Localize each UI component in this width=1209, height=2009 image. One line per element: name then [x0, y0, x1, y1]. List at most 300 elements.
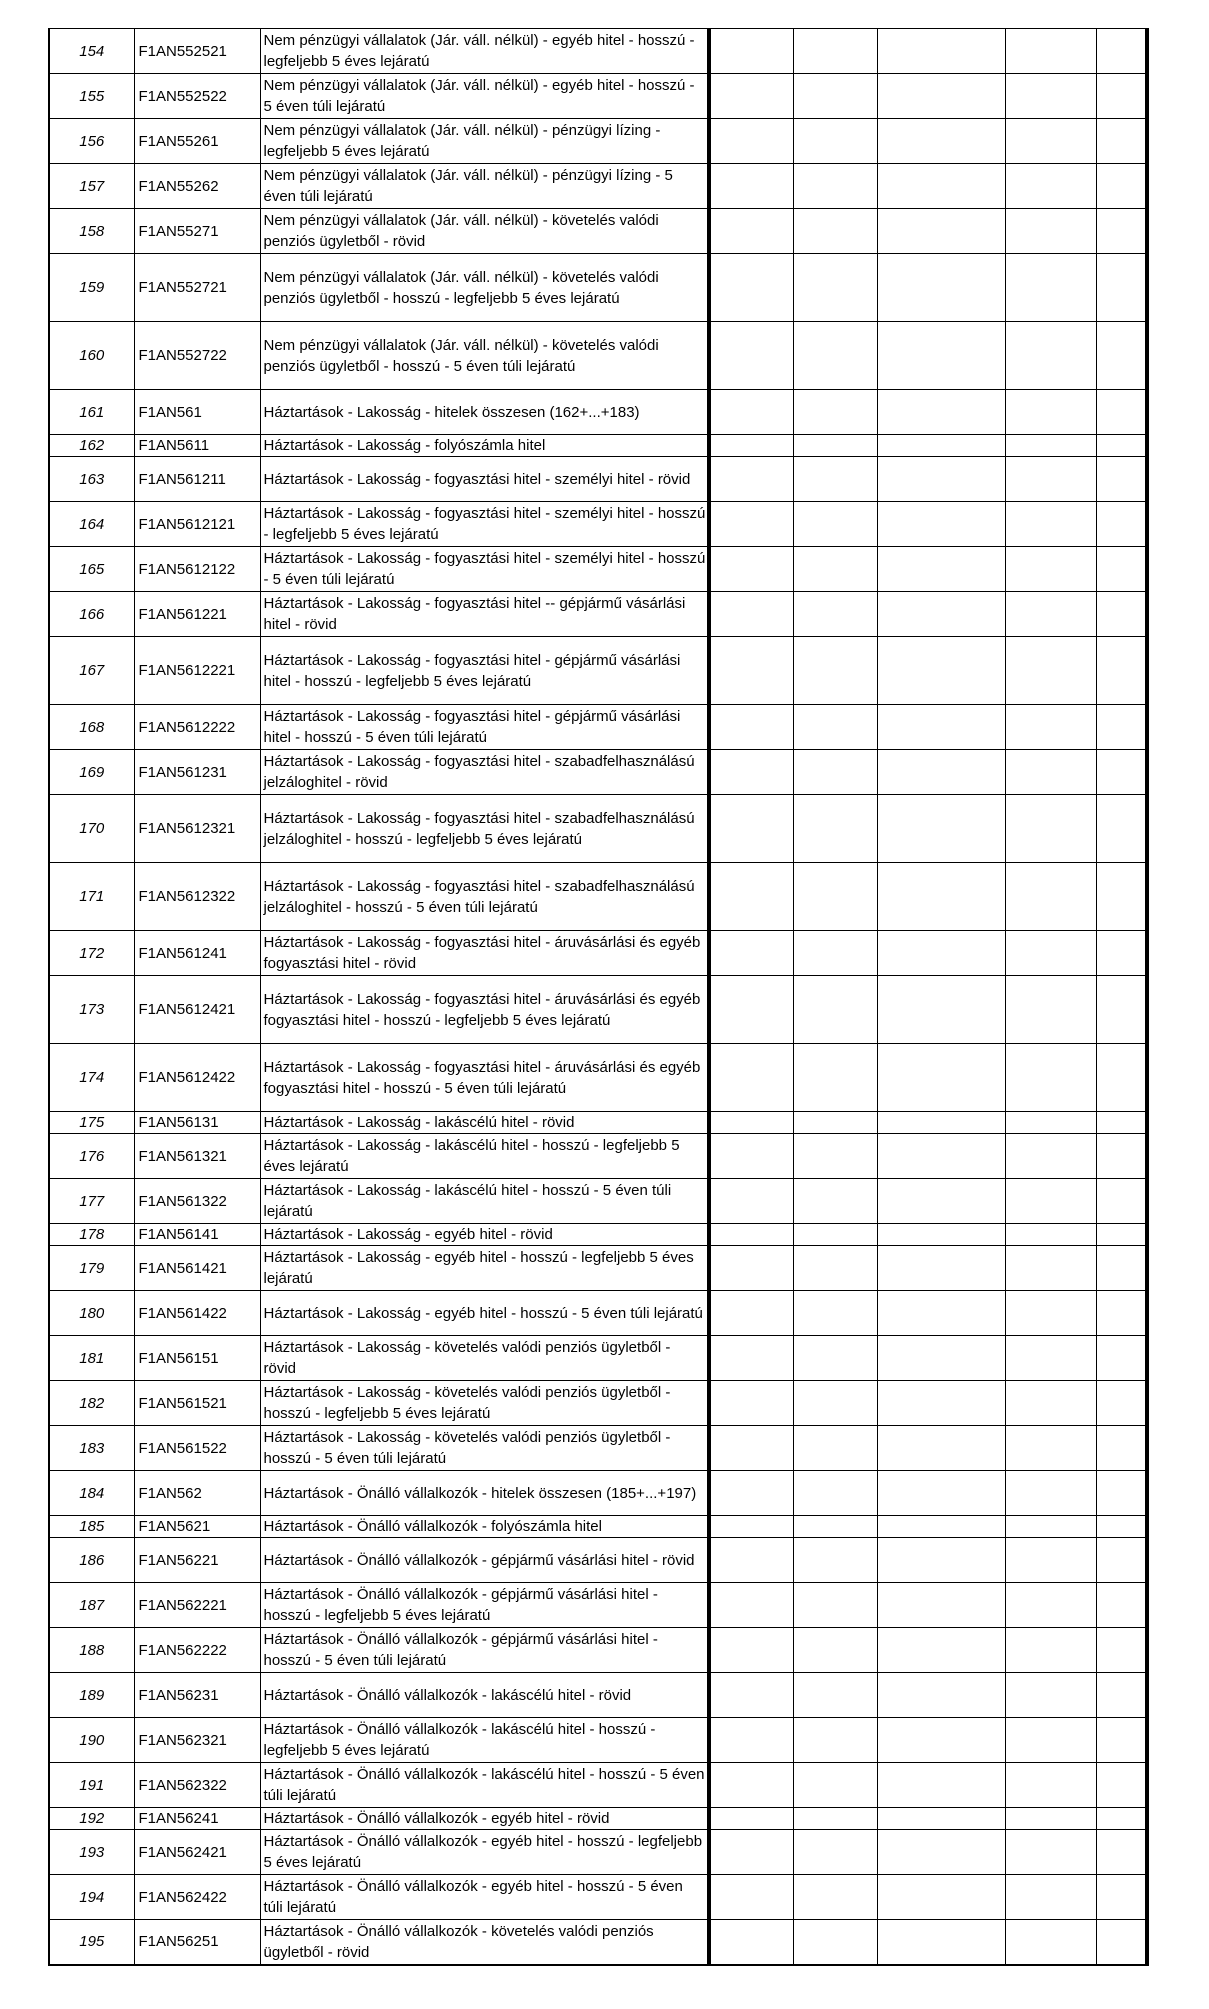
row-number: 182 [49, 1381, 134, 1426]
row-code: F1AN561422 [134, 1291, 260, 1336]
row-code: F1AN562221 [134, 1583, 260, 1628]
value-cell-3 [877, 1763, 1005, 1808]
row-description: Háztartások - Önálló vállalkozók - gépjármű vásárlási hitel - hosszú - legfeljebb 5 éves lejáratú [260, 1583, 709, 1628]
table-row [49, 1179, 1147, 1224]
value-cell-4 [1005, 502, 1096, 547]
value-cell-2 [793, 119, 877, 164]
value-cell-3 [877, 795, 1005, 863]
value-cell-1 [709, 502, 793, 547]
value-cell-3 [877, 1673, 1005, 1718]
row-number: 185 [49, 1516, 134, 1538]
value-cell-4 [1005, 931, 1096, 976]
value-cell-4 [1005, 592, 1096, 637]
table-row [49, 1134, 1147, 1179]
row-description: Háztartások - Lakosság - hitelek összesen (162+...+183) [260, 390, 709, 435]
value-cell-1 [709, 1516, 793, 1538]
row-description: Háztartások - Önálló vállalkozók - folyószámla hitel [260, 1516, 709, 1538]
value-cell-4 [1005, 1179, 1096, 1224]
value-cell-3 [877, 750, 1005, 795]
row-code: F1AN5612121 [134, 502, 260, 547]
value-cell-3 [877, 1381, 1005, 1426]
row-description: Háztartások - Lakosság - fogyasztási hitel - áruvásárlási és egyéb fogyasztási hitel - hosszú - legfeljebb 5 éves lejáratú [260, 976, 709, 1044]
row-number: 178 [49, 1224, 134, 1246]
row-description: Háztartások - Lakosság - fogyasztási hitel - személyi hitel - hosszú - 5 éven túli lejáratú [260, 547, 709, 592]
value-cell-1 [709, 1763, 793, 1808]
value-cell-2 [793, 322, 877, 390]
row-description: Nem pénzügyi vállalatok (Jár. váll. nélkül) - egyéb hitel - hosszú - 5 éven túli lejáratú [260, 74, 709, 119]
value-cell-2 [793, 1426, 877, 1471]
value-cell-2 [793, 1134, 877, 1179]
row-number: 175 [49, 1112, 134, 1134]
value-cell-4 [1005, 74, 1096, 119]
table-row [49, 209, 1147, 254]
row-description: Nem pénzügyi vállalatok (Jár. váll. nélkül) - egyéb hitel - hosszú - legfeljebb 5 éves lejáratú [260, 29, 709, 74]
value-cell-3 [877, 390, 1005, 435]
value-cell-4 [1005, 1763, 1096, 1808]
value-cell-1 [709, 1920, 793, 1965]
row-description: Háztartások - Önálló vállalkozók - egyéb hitel - hosszú - legfeljebb 5 éves lejáratú [260, 1830, 709, 1875]
row-number: 160 [49, 322, 134, 390]
row-code: F1AN56251 [134, 1920, 260, 1965]
value-cell-3 [877, 863, 1005, 931]
row-number: 161 [49, 390, 134, 435]
row-number: 155 [49, 74, 134, 119]
value-cell-4 [1005, 1718, 1096, 1763]
row-number: 183 [49, 1426, 134, 1471]
value-cell-4 [1005, 1044, 1096, 1112]
value-cell-1 [709, 931, 793, 976]
value-cell-2 [793, 1246, 877, 1291]
row-number: 157 [49, 164, 134, 209]
value-cell-5 [1096, 435, 1147, 457]
row-code: F1AN552721 [134, 254, 260, 322]
value-cell-5 [1096, 1628, 1147, 1673]
row-description: Háztartások - Lakosság - fogyasztási hitel - személyi hitel - rövid [260, 457, 709, 502]
value-cell-4 [1005, 1808, 1096, 1830]
value-cell-5 [1096, 1179, 1147, 1224]
row-number: 177 [49, 1179, 134, 1224]
row-description: Háztartások - Lakosság - fogyasztási hitel - áruvásárlási és egyéb fogyasztási hitel - rövid [260, 931, 709, 976]
value-cell-2 [793, 29, 877, 74]
row-number: 176 [49, 1134, 134, 1179]
row-code: F1AN55261 [134, 119, 260, 164]
row-description: Háztartások - Lakosság - fogyasztási hitel - személyi hitel - hosszú - legfeljebb 5 éves lejáratú [260, 502, 709, 547]
value-cell-3 [877, 1291, 1005, 1336]
value-cell-1 [709, 1044, 793, 1112]
value-cell-4 [1005, 1673, 1096, 1718]
row-number: 162 [49, 435, 134, 457]
value-cell-4 [1005, 750, 1096, 795]
value-cell-1 [709, 795, 793, 863]
value-cell-3 [877, 1830, 1005, 1875]
table-row [49, 164, 1147, 209]
row-code: F1AN561221 [134, 592, 260, 637]
table-row [49, 1471, 1147, 1516]
value-cell-3 [877, 1336, 1005, 1381]
value-cell-2 [793, 1875, 877, 1920]
table-row [49, 1830, 1147, 1875]
value-cell-3 [877, 1044, 1005, 1112]
row-number: 168 [49, 705, 134, 750]
table-row [49, 795, 1147, 863]
row-number: 190 [49, 1718, 134, 1763]
value-cell-5 [1096, 164, 1147, 209]
row-number: 187 [49, 1583, 134, 1628]
value-cell-5 [1096, 1808, 1147, 1830]
value-cell-3 [877, 29, 1005, 74]
value-cell-2 [793, 164, 877, 209]
value-cell-2 [793, 863, 877, 931]
table-row [49, 502, 1147, 547]
value-cell-3 [877, 637, 1005, 705]
row-code: F1AN561421 [134, 1246, 260, 1291]
row-description: Háztartások - Lakosság - lakáscélú hitel - rövid [260, 1112, 709, 1134]
value-cell-1 [709, 29, 793, 74]
value-cell-4 [1005, 209, 1096, 254]
value-cell-3 [877, 1112, 1005, 1134]
row-code: F1AN562421 [134, 1830, 260, 1875]
row-description: Háztartások - Lakosság - egyéb hitel - rövid [260, 1224, 709, 1246]
value-cell-4 [1005, 1134, 1096, 1179]
value-cell-3 [877, 1875, 1005, 1920]
value-cell-4 [1005, 1426, 1096, 1471]
row-code: F1AN561231 [134, 750, 260, 795]
row-code: F1AN56231 [134, 1673, 260, 1718]
row-number: 165 [49, 547, 134, 592]
value-cell-5 [1096, 1134, 1147, 1179]
value-cell-3 [877, 1179, 1005, 1224]
table-row [49, 705, 1147, 750]
row-description: Háztartások - Lakosság - lakáscélú hitel - hosszú - legfeljebb 5 éves lejáratú [260, 1134, 709, 1179]
value-cell-1 [709, 390, 793, 435]
value-cell-2 [793, 750, 877, 795]
row-description: Háztartások - Lakosság - fogyasztási hitel - áruvásárlási és egyéb fogyasztási hitel - hosszú - 5 éven túli lejáratú [260, 1044, 709, 1112]
value-cell-1 [709, 1224, 793, 1246]
value-cell-2 [793, 1628, 877, 1673]
value-cell-5 [1096, 322, 1147, 390]
value-cell-2 [793, 1179, 877, 1224]
value-cell-4 [1005, 1246, 1096, 1291]
value-cell-3 [877, 322, 1005, 390]
value-cell-3 [877, 119, 1005, 164]
value-cell-5 [1096, 931, 1147, 976]
row-description: Háztartások - Önálló vállalkozók - hitelek összesen (185+...+197) [260, 1471, 709, 1516]
row-code: F1AN55262 [134, 164, 260, 209]
row-code: F1AN561321 [134, 1134, 260, 1179]
value-cell-2 [793, 795, 877, 863]
row-description: Háztartások - Önálló vállalkozók - egyéb hitel - hosszú - 5 éven túli lejáratú [260, 1875, 709, 1920]
value-cell-3 [877, 547, 1005, 592]
value-cell-1 [709, 592, 793, 637]
value-cell-1 [709, 863, 793, 931]
value-cell-3 [877, 164, 1005, 209]
table-row [49, 74, 1147, 119]
value-cell-4 [1005, 795, 1096, 863]
value-cell-5 [1096, 1920, 1147, 1965]
row-description: Háztartások - Lakosság - lakáscélú hitel - hosszú - 5 éven túli lejáratú [260, 1179, 709, 1224]
value-cell-3 [877, 1718, 1005, 1763]
row-code: F1AN561241 [134, 931, 260, 976]
value-cell-2 [793, 1763, 877, 1808]
value-cell-1 [709, 457, 793, 502]
row-number: 159 [49, 254, 134, 322]
value-cell-1 [709, 1291, 793, 1336]
row-description: Háztartások - Lakosság - fogyasztási hitel - gépjármű vásárlási hitel - hosszú - 5 éven túli lejáratú [260, 705, 709, 750]
value-cell-5 [1096, 1830, 1147, 1875]
value-cell-3 [877, 1628, 1005, 1673]
value-cell-4 [1005, 1336, 1096, 1381]
table-row [49, 547, 1147, 592]
row-number: 164 [49, 502, 134, 547]
value-cell-5 [1096, 592, 1147, 637]
value-cell-4 [1005, 1875, 1096, 1920]
row-number: 163 [49, 457, 134, 502]
row-description: Háztartások - Önálló vállalkozók - egyéb hitel - rövid [260, 1808, 709, 1830]
row-code: F1AN561 [134, 390, 260, 435]
value-cell-5 [1096, 795, 1147, 863]
row-number: 181 [49, 1336, 134, 1381]
row-description: Háztartások - Lakosság - fogyasztási hitel -- gépjármű vásárlási hitel - rövid [260, 592, 709, 637]
value-cell-1 [709, 1112, 793, 1134]
value-cell-3 [877, 435, 1005, 457]
value-cell-1 [709, 1336, 793, 1381]
value-cell-4 [1005, 1538, 1096, 1583]
row-number: 170 [49, 795, 134, 863]
row-number: 184 [49, 1471, 134, 1516]
value-cell-5 [1096, 254, 1147, 322]
value-cell-1 [709, 119, 793, 164]
value-cell-5 [1096, 390, 1147, 435]
value-cell-1 [709, 1179, 793, 1224]
row-description: Háztartások - Önálló vállalkozók - gépjármű vásárlási hitel - hosszú - 5 éven túli lejáratú [260, 1628, 709, 1673]
value-cell-1 [709, 547, 793, 592]
table-row [49, 1246, 1147, 1291]
value-cell-5 [1096, 863, 1147, 931]
table-row [49, 592, 1147, 637]
value-cell-5 [1096, 705, 1147, 750]
value-cell-2 [793, 74, 877, 119]
row-description: Nem pénzügyi vállalatok (Jár. váll. nélkül) - követelés valódi penziós ügyletből - hosszú - 5 éven túli lejáratú [260, 322, 709, 390]
table-row [49, 1516, 1147, 1538]
row-code: F1AN5612322 [134, 863, 260, 931]
table-row [49, 254, 1147, 322]
value-cell-2 [793, 457, 877, 502]
value-cell-1 [709, 254, 793, 322]
value-cell-1 [709, 1246, 793, 1291]
value-cell-4 [1005, 705, 1096, 750]
value-cell-2 [793, 976, 877, 1044]
value-cell-5 [1096, 1246, 1147, 1291]
row-code: F1AN561322 [134, 1179, 260, 1224]
value-cell-2 [793, 1583, 877, 1628]
table-row [49, 976, 1147, 1044]
value-cell-4 [1005, 29, 1096, 74]
table-row [49, 931, 1147, 976]
value-cell-5 [1096, 74, 1147, 119]
value-cell-3 [877, 705, 1005, 750]
value-cell-5 [1096, 1516, 1147, 1538]
value-cell-5 [1096, 29, 1147, 74]
table-row [49, 435, 1147, 457]
table-row [49, 390, 1147, 435]
table-row [49, 1583, 1147, 1628]
row-description: Háztartások - Lakosság - fogyasztási hitel - gépjármű vásárlási hitel - hosszú - legfeljebb 5 éves lejáratú [260, 637, 709, 705]
table-row [49, 322, 1147, 390]
value-cell-2 [793, 1516, 877, 1538]
value-cell-5 [1096, 1381, 1147, 1426]
value-cell-2 [793, 1830, 877, 1875]
value-cell-1 [709, 74, 793, 119]
value-cell-2 [793, 435, 877, 457]
row-number: 158 [49, 209, 134, 254]
row-description: Háztartások - Önálló vállalkozók - gépjármű vásárlási hitel - rövid [260, 1538, 709, 1583]
row-number: 195 [49, 1920, 134, 1965]
table-row [49, 1112, 1147, 1134]
value-cell-3 [877, 1224, 1005, 1246]
table-row [49, 1044, 1147, 1112]
row-number: 193 [49, 1830, 134, 1875]
row-description: Háztartások - Lakosság - folyószámla hitel [260, 435, 709, 457]
row-description: Háztartások - Önálló vállalkozók - lakáscélú hitel - hosszú - 5 éven túli lejáratú [260, 1763, 709, 1808]
value-cell-2 [793, 1718, 877, 1763]
table-row [49, 1291, 1147, 1336]
value-cell-1 [709, 1426, 793, 1471]
table-row [49, 1718, 1147, 1763]
value-cell-4 [1005, 1291, 1096, 1336]
value-cell-3 [877, 209, 1005, 254]
row-code: F1AN562322 [134, 1763, 260, 1808]
value-cell-2 [793, 637, 877, 705]
value-cell-1 [709, 1583, 793, 1628]
value-cell-4 [1005, 1920, 1096, 1965]
value-cell-2 [793, 931, 877, 976]
row-description: Háztartások - Önálló vállalkozók - lakáscélú hitel - hosszú - legfeljebb 5 éves lejáratú [260, 1718, 709, 1763]
row-description: Háztartások - Lakosság - egyéb hitel - hosszú - 5 éven túli lejáratú [260, 1291, 709, 1336]
value-cell-4 [1005, 435, 1096, 457]
row-code: F1AN5612122 [134, 547, 260, 592]
value-cell-1 [709, 1471, 793, 1516]
row-description: Nem pénzügyi vállalatok (Jár. váll. nélkül) - követelés valódi penziós ügyletből - rövid [260, 209, 709, 254]
value-cell-5 [1096, 1875, 1147, 1920]
value-cell-5 [1096, 1426, 1147, 1471]
value-cell-2 [793, 1920, 877, 1965]
value-cell-4 [1005, 254, 1096, 322]
value-cell-4 [1005, 457, 1096, 502]
value-cell-2 [793, 1224, 877, 1246]
value-cell-5 [1096, 457, 1147, 502]
value-cell-4 [1005, 1830, 1096, 1875]
row-code: F1AN561522 [134, 1426, 260, 1471]
value-cell-3 [877, 1426, 1005, 1471]
value-cell-2 [793, 1291, 877, 1336]
table-row [49, 1673, 1147, 1718]
row-code: F1AN562222 [134, 1628, 260, 1673]
table-row [49, 1336, 1147, 1381]
value-cell-1 [709, 637, 793, 705]
row-description: Háztartások - Lakosság - követelés valódi penziós ügyletből - rövid [260, 1336, 709, 1381]
row-code: F1AN5612321 [134, 795, 260, 863]
table-row [49, 1538, 1147, 1583]
value-cell-4 [1005, 1516, 1096, 1538]
row-description: Háztartások - Lakosság - fogyasztási hitel - szabadfelhasználású jelzáloghitel - hosszú - 5 éven túli lejáratú [260, 863, 709, 931]
value-cell-3 [877, 1246, 1005, 1291]
value-cell-1 [709, 1134, 793, 1179]
value-cell-1 [709, 976, 793, 1044]
row-number: 188 [49, 1628, 134, 1673]
row-code: F1AN5612422 [134, 1044, 260, 1112]
value-cell-1 [709, 705, 793, 750]
value-cell-2 [793, 1336, 877, 1381]
value-cell-1 [709, 1808, 793, 1830]
value-cell-3 [877, 592, 1005, 637]
value-cell-3 [877, 254, 1005, 322]
value-cell-1 [709, 1875, 793, 1920]
row-code: F1AN562 [134, 1471, 260, 1516]
row-number: 154 [49, 29, 134, 74]
row-description: Nem pénzügyi vállalatok (Jár. váll. nélkül) - követelés valódi penziós ügyletből - hosszú - legfeljebb 5 éves lejáratú [260, 254, 709, 322]
row-code: F1AN562422 [134, 1875, 260, 1920]
value-cell-5 [1096, 1224, 1147, 1246]
value-cell-2 [793, 254, 877, 322]
table-row [49, 119, 1147, 164]
table-row [49, 1808, 1147, 1830]
row-code: F1AN56131 [134, 1112, 260, 1134]
row-number: 180 [49, 1291, 134, 1336]
value-cell-1 [709, 435, 793, 457]
table-row [49, 1763, 1147, 1808]
value-cell-4 [1005, 322, 1096, 390]
value-cell-3 [877, 931, 1005, 976]
row-number: 189 [49, 1673, 134, 1718]
value-cell-1 [709, 1718, 793, 1763]
row-description: Háztartások - Önálló vállalkozók - követelés valódi penziós ügyletből - rövid [260, 1920, 709, 1965]
value-cell-4 [1005, 119, 1096, 164]
value-cell-2 [793, 1381, 877, 1426]
row-number: 156 [49, 119, 134, 164]
value-cell-1 [709, 209, 793, 254]
table-row [49, 863, 1147, 931]
value-cell-3 [877, 1134, 1005, 1179]
row-number: 167 [49, 637, 134, 705]
row-code: F1AN56221 [134, 1538, 260, 1583]
value-cell-2 [793, 592, 877, 637]
value-cell-4 [1005, 547, 1096, 592]
row-number: 169 [49, 750, 134, 795]
row-code: F1AN5612421 [134, 976, 260, 1044]
value-cell-2 [793, 1808, 877, 1830]
value-cell-4 [1005, 637, 1096, 705]
value-cell-1 [709, 1673, 793, 1718]
table-row [49, 750, 1147, 795]
row-code: F1AN5612222 [134, 705, 260, 750]
row-description: Háztartások - Önálló vállalkozók - lakáscélú hitel - rövid [260, 1673, 709, 1718]
value-cell-3 [877, 1471, 1005, 1516]
table-row [49, 637, 1147, 705]
value-cell-4 [1005, 1381, 1096, 1426]
value-cell-3 [877, 457, 1005, 502]
value-cell-1 [709, 1538, 793, 1583]
value-cell-3 [877, 502, 1005, 547]
value-cell-1 [709, 322, 793, 390]
row-code: F1AN56151 [134, 1336, 260, 1381]
value-cell-5 [1096, 119, 1147, 164]
value-cell-2 [793, 1044, 877, 1112]
row-number: 172 [49, 931, 134, 976]
row-code: F1AN5611 [134, 435, 260, 457]
row-description: Nem pénzügyi vállalatok (Jár. váll. nélkül) - pénzügyi lízing - legfeljebb 5 éves lejáratú [260, 119, 709, 164]
value-cell-2 [793, 502, 877, 547]
table-row [49, 1875, 1147, 1920]
